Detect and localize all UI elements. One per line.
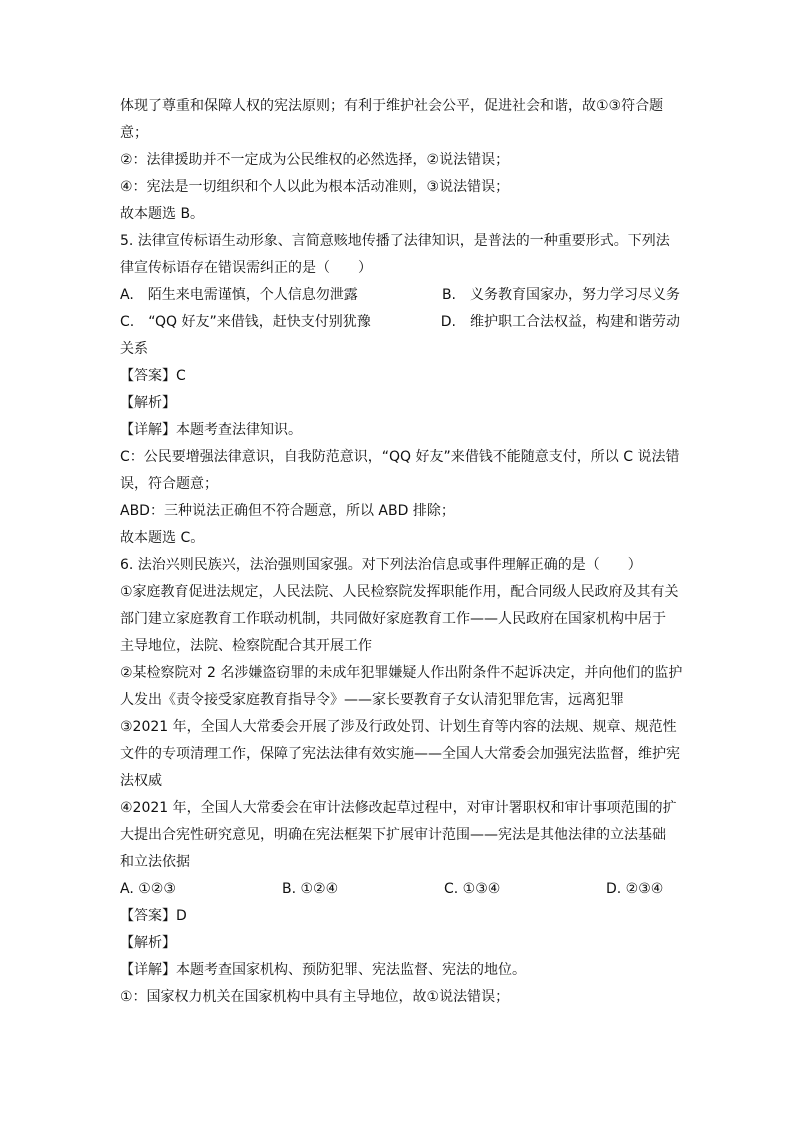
- q6-item-line: 部门建立家庭教育工作联动机制，共同做好家庭教育工作——人民政府在国家机构中居于: [120, 611, 666, 627]
- text-line: 故本题选 B。: [120, 206, 205, 222]
- document-page: [120, 93, 683, 1011]
- q5-option-d: D. 维护职工合法权益，构建和谐劳动: [440, 314, 680, 330]
- q6-option-c: C. ①③④: [444, 881, 501, 897]
- q5-options-row-2: [120, 309, 680, 336]
- text-line: 体现了尊重和保障人权的宪法原则；有利于维护社会公平，促进社会和谐，故①③符合题: [120, 98, 664, 114]
- q6-option-a: A. ①②③: [120, 881, 176, 897]
- q6-detail-line: 【详解】本题考查国家机构、预防犯罪、宪法监督、宪法的地位。: [120, 962, 526, 978]
- text-line: ②：法律援助并不一定成为公民维权的必然选择，②说法错误；: [120, 152, 510, 168]
- q5-detail-line: C：公民要增强法律意识，自我防范意识，“QQ 好友”来借钱不能随意支付，所以 C 说法错: [120, 449, 680, 465]
- q5-options-row-1: [120, 282, 680, 309]
- q5-option-b: B. 义务教育国家办，努力学习尽义务: [441, 287, 680, 303]
- question-6-stem: 6. 法治兴则民族兴，法治强则国家强。对下列法治信息或事件理解正确的是（ ）: [120, 557, 642, 573]
- q5-option-d-cont: 关系: [120, 341, 148, 357]
- q6-item-line: ④2021 年，全国人大常委会在审计法修改起草过程中，对审计署职权和审计事项范围的扩: [120, 800, 677, 816]
- q5-detail-line: 【详解】本题考查法律知识。: [120, 422, 302, 438]
- question-5-stem: 5. 法律宣传标语生动形象、言简意赅地传播了法律知识，是普法的一种重要形式。下列法: [120, 233, 670, 249]
- q5-option-c: C. “QQ 好友”来借钱，赶快支付别犹豫: [120, 314, 371, 330]
- q6-option-b: B. ①②④: [282, 881, 339, 897]
- q6-answer: 【答案】D: [120, 908, 187, 924]
- q6-item-line: ③2021 年，全国人大常委会开展了涉及行政处罚、计划生育等内容的法规、规章、规范性: [120, 719, 677, 735]
- q5-option-a: A. 陌生来电需谨慎，个人信息勿泄露: [120, 287, 358, 303]
- q5-answer: 【答案】C: [120, 368, 186, 384]
- q6-item-line: ②某检察院对 2 名涉嫌盗窃罪的未成年犯罪嫌疑人作出附条件不起诉决定，并向他们的监护: [120, 665, 683, 681]
- q5-detail-line: ABD：三种说法正确但不符合题意，所以 ABD 排除；: [120, 503, 455, 519]
- q6-options: [120, 876, 680, 903]
- q6-analysis-heading: 【解析】: [120, 935, 176, 951]
- q6-item-line: ①家庭教育促进法规定，人民法院、人民检察院发挥职能作用，配合同级人民政府及其有关: [120, 584, 679, 600]
- text-line: ④：宪法是一切组织和个人以此为根本活动准则，③说法错误；: [120, 179, 510, 195]
- q6-detail-line: ①：国家权力机关在国家机构中具有主导地位，故①说法错误；: [120, 989, 510, 1005]
- text-line: 意；: [120, 125, 148, 141]
- question-5-stem-cont: 律宣传标语存在错误需纠正的是（ ）: [120, 260, 372, 276]
- q5-detail-line: 误，符合题意；: [120, 476, 218, 492]
- q6-item-line: 法权威: [120, 773, 162, 789]
- q6-item-line: 主导地位，法院、检察院配合其开展工作: [120, 638, 372, 654]
- q6-item-line: 人发出《责令接受家庭教育指导令》——家长要教育子女认清犯罪危害，远离犯罪: [120, 692, 624, 708]
- q6-item-line: 大提出合宪性研究意见，明确在宪法框架下扩展审计范围——宪法是其他法律的立法基础: [120, 827, 666, 843]
- q6-item-line: 和立法依据: [120, 854, 190, 870]
- q6-option-d: D. ②③④: [606, 881, 664, 897]
- q6-item-line: 文件的专项清理工作，保障了宪法法律有效实施——全国人大常委会加强宪法监督，维护宪: [120, 746, 680, 762]
- q5-detail-line: 故本题选 C。: [120, 530, 205, 546]
- q5-analysis-heading: 【解析】: [120, 395, 176, 411]
